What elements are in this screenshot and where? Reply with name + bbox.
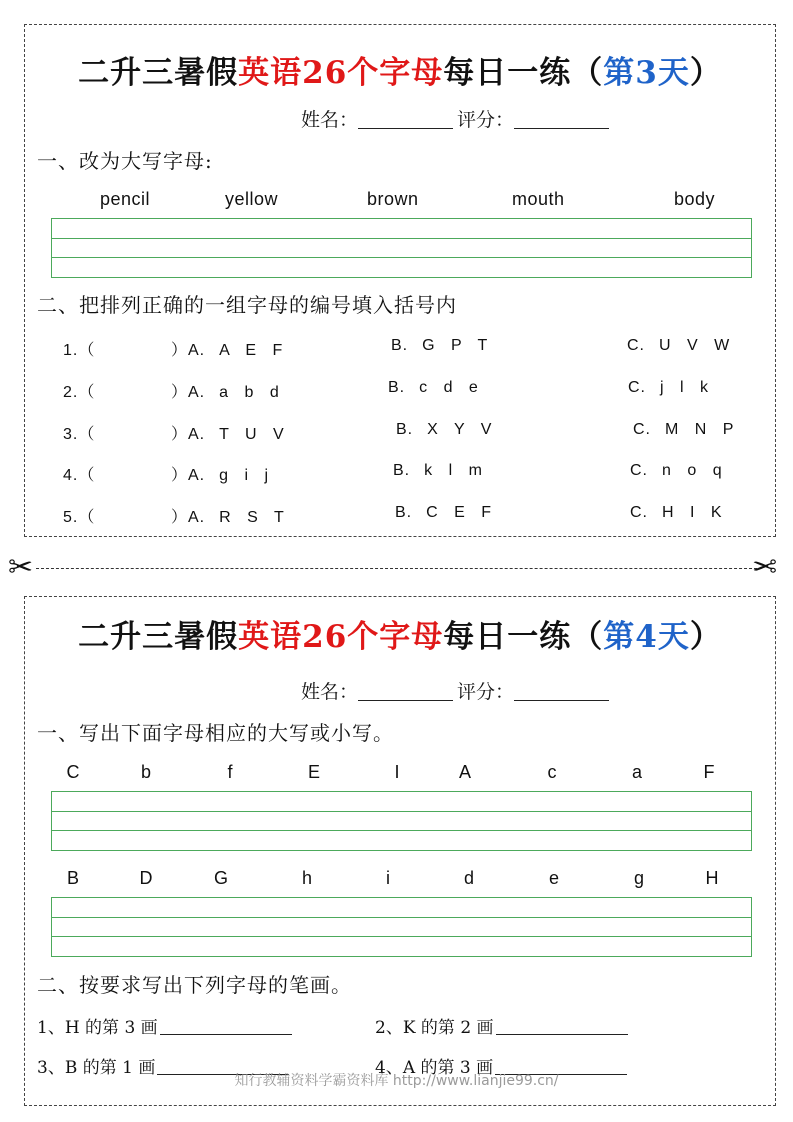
- letter-item: E: [307, 762, 321, 782]
- watermark: 知行教辅资料学霸资料库 http://www.lianjie99.cn/: [234, 1073, 559, 1089]
- score-label: 评分：: [457, 109, 515, 131]
- name-label: 姓名：: [301, 109, 359, 131]
- stroke-letter: 2、K: [375, 1018, 416, 1038]
- name-blank[interactable]: [358, 682, 453, 701]
- score-label: 评分：: [457, 681, 515, 703]
- section-heading: 一、写出下面字母相应的大写或小写。: [37, 721, 394, 745]
- page-title: [25, 47, 775, 92]
- question-number: 4.（: [63, 467, 96, 484]
- title-highlight: 英语26个字母: [238, 619, 444, 655]
- stroke-letter: 3、B: [37, 1058, 78, 1078]
- letter-item: I: [394, 762, 400, 782]
- page-title: [25, 611, 775, 656]
- letter-item: A: [458, 762, 472, 782]
- word-item: pencil: [100, 189, 151, 209]
- title-part: 二升三暑假: [78, 619, 239, 655]
- letter-item: e: [548, 868, 560, 888]
- title-part: ）: [689, 619, 722, 655]
- answer-blank[interactable]: [160, 1018, 292, 1035]
- letter-item: F: [703, 762, 715, 782]
- score-blank[interactable]: [514, 682, 609, 701]
- word-item: mouth: [512, 189, 565, 209]
- option-b: B. G P T: [391, 337, 494, 354]
- letter-item: f: [227, 762, 233, 782]
- stroke-question: [37, 1013, 292, 1038]
- option-b: B. k l m: [393, 462, 488, 479]
- stroke-question: [375, 1013, 628, 1038]
- letter-item: b: [140, 762, 152, 782]
- title-highlight: 英语26个字母: [238, 55, 444, 91]
- name-label: 姓名：: [301, 681, 359, 703]
- option-a: ）A. R S T: [171, 509, 290, 526]
- letter-item: a: [631, 762, 643, 782]
- score-blank[interactable]: [514, 110, 609, 129]
- cut-line: [36, 568, 757, 569]
- section-heading: 二、按要求写出下列字母的笔画。: [37, 973, 352, 997]
- letter-item: h: [301, 868, 313, 888]
- letter-item: D: [139, 868, 153, 888]
- option-c: C. H I K: [630, 504, 728, 521]
- worksheet-day-4: [24, 596, 776, 1106]
- letter-item: B: [66, 868, 80, 888]
- title-part: 每日一练（: [443, 619, 604, 655]
- section-heading: 一、改为大写字母:: [37, 149, 213, 173]
- worksheet-day-3: [24, 24, 776, 537]
- option-c: C. n o q: [630, 462, 728, 479]
- scissors-icon: ✂: [752, 550, 778, 585]
- stroke-letter: 1、H: [37, 1018, 80, 1038]
- question-number: 1.（: [63, 342, 96, 359]
- question-number: 3.（: [63, 426, 96, 443]
- letter-item: c: [547, 762, 557, 782]
- letter-item: i: [386, 868, 390, 888]
- name-blank[interactable]: [358, 110, 453, 129]
- option-c: C. j l k: [628, 379, 714, 396]
- letter-item: G: [213, 868, 229, 888]
- stroke-label: 的第 2 画: [415, 1018, 494, 1038]
- option-b: B. c d e: [388, 379, 484, 396]
- letter-item: g: [633, 868, 645, 888]
- scissors-icon: ✂: [8, 550, 34, 585]
- title-day: 第4天: [603, 619, 690, 655]
- word-item: yellow: [225, 189, 279, 209]
- title-part: 二升三暑假: [78, 55, 239, 91]
- name-score-row: [301, 677, 613, 704]
- option-a: ）A. a b d: [171, 384, 285, 401]
- option-a: ）A. A E F: [171, 342, 289, 359]
- question-number: 2.（: [63, 384, 96, 401]
- option-b: B. C E F: [395, 504, 498, 521]
- word-item: brown: [367, 189, 419, 209]
- option-c: C. U V W: [627, 337, 736, 354]
- question-number: 5.（: [63, 509, 96, 526]
- option-b: B. X Y V: [396, 421, 498, 438]
- letter-item: C: [66, 762, 80, 782]
- option-c: C. M N P: [633, 421, 740, 438]
- writing-lines[interactable]: [51, 897, 752, 957]
- section-heading: 二、把排列正确的一组字母的编号填入括号内: [37, 293, 457, 317]
- title-part: 每日一练（: [443, 55, 604, 91]
- writing-lines[interactable]: [51, 791, 752, 851]
- word-item: body: [674, 189, 716, 209]
- stroke-label: 的第 1 画: [77, 1058, 156, 1078]
- letter-item: H: [705, 868, 719, 888]
- option-a: ）A. T U V: [171, 426, 290, 443]
- stroke-label: 的第 3 画: [79, 1018, 158, 1038]
- writing-lines[interactable]: [51, 218, 752, 278]
- title-day: 第3天: [603, 55, 690, 91]
- stroke-letter: 4、A: [375, 1058, 416, 1078]
- letter-item: d: [463, 868, 475, 888]
- name-score-row: [301, 105, 613, 132]
- stroke-label: 的第 3 画: [415, 1058, 494, 1078]
- option-a: ）A. g i j: [171, 467, 275, 484]
- answer-blank[interactable]: [496, 1018, 628, 1035]
- title-part: ）: [689, 55, 722, 91]
